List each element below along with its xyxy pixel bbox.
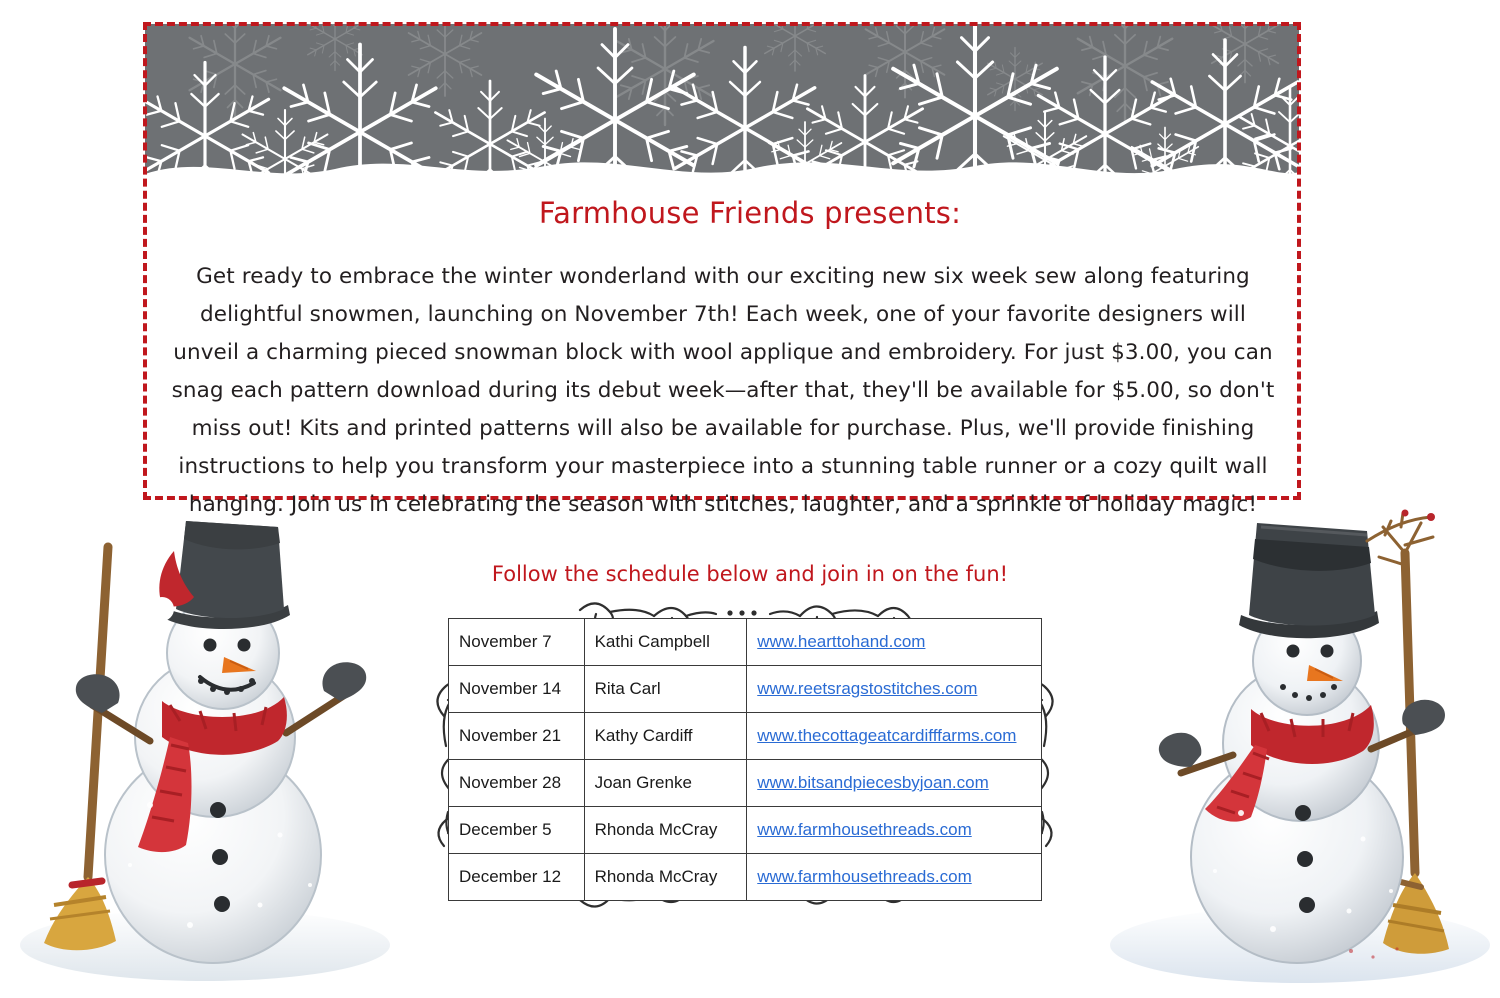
schedule-section xyxy=(430,596,1060,914)
cell-date: November 21 xyxy=(449,713,585,760)
cell-link[interactable] xyxy=(747,854,1042,901)
table-row xyxy=(449,619,1042,666)
snowman-with-broom-illustration xyxy=(10,505,400,985)
site-link[interactable]: www.hearttohand.com xyxy=(757,632,926,651)
snowman-with-top-hat-illustration xyxy=(1105,505,1495,985)
snowflake-banner xyxy=(145,24,1299,194)
page-title: Farmhouse Friends presents: xyxy=(538,196,962,230)
table-row xyxy=(449,666,1042,713)
schedule-heading: Follow the schedule below and join in on the fun! xyxy=(491,562,1009,586)
cell-designer: Rhonda McCray xyxy=(584,807,747,854)
cell-designer: Rhonda McCray xyxy=(584,854,747,901)
cell-designer: Kathy Cardiff xyxy=(584,713,747,760)
table-row xyxy=(449,760,1042,807)
cell-link[interactable] xyxy=(747,713,1042,760)
cell-link[interactable] xyxy=(747,666,1042,713)
site-link[interactable]: www.reetsragstostitches.com xyxy=(757,679,978,698)
cell-designer: Joan Grenke xyxy=(584,760,747,807)
cell-link[interactable] xyxy=(747,619,1042,666)
site-link[interactable]: www.bitsandpiecesbyjoan.com xyxy=(757,773,989,792)
cell-link[interactable] xyxy=(747,807,1042,854)
site-link[interactable]: www.farmhousethreads.com xyxy=(757,867,972,886)
cell-date: November 28 xyxy=(449,760,585,807)
cell-designer: Rita Carl xyxy=(584,666,747,713)
table-row xyxy=(449,854,1042,901)
schedule-table xyxy=(448,618,1042,901)
site-link[interactable]: www.thecottageatcardifffarms.com xyxy=(757,726,1017,745)
cell-date: November 7 xyxy=(449,619,585,666)
table-row xyxy=(449,713,1042,760)
cell-date: November 14 xyxy=(449,666,585,713)
cell-date: December 12 xyxy=(449,854,585,901)
cell-designer: Kathi Campbell xyxy=(584,619,747,666)
cell-date: December 5 xyxy=(449,807,585,854)
cell-link[interactable] xyxy=(747,760,1042,807)
site-link[interactable]: www.farmhousethreads.com xyxy=(757,820,972,839)
table-row xyxy=(449,807,1042,854)
description-paragraph: Get ready to embrace the winter wonderland with our exciting new six week sew along featuring delightful snowmen, launching on November 7th! Each week, one of your favorite designers will unveil a charming pieced snowman block with wool applique and embroidery. For just $3.00, you can snag each pattern download during its debut week—after that, they'll be available for $5.00, so don't miss out! Kits and printed patterns will also be available for purchase. Plus, we'll provide finishing instructions to help you transform your masterpiece into a stunning table runner or a cozy quilt wall hanging. Join us in celebrating the season with stitches, laughter, and a sprinkle of holiday magic! xyxy=(171,264,1275,517)
